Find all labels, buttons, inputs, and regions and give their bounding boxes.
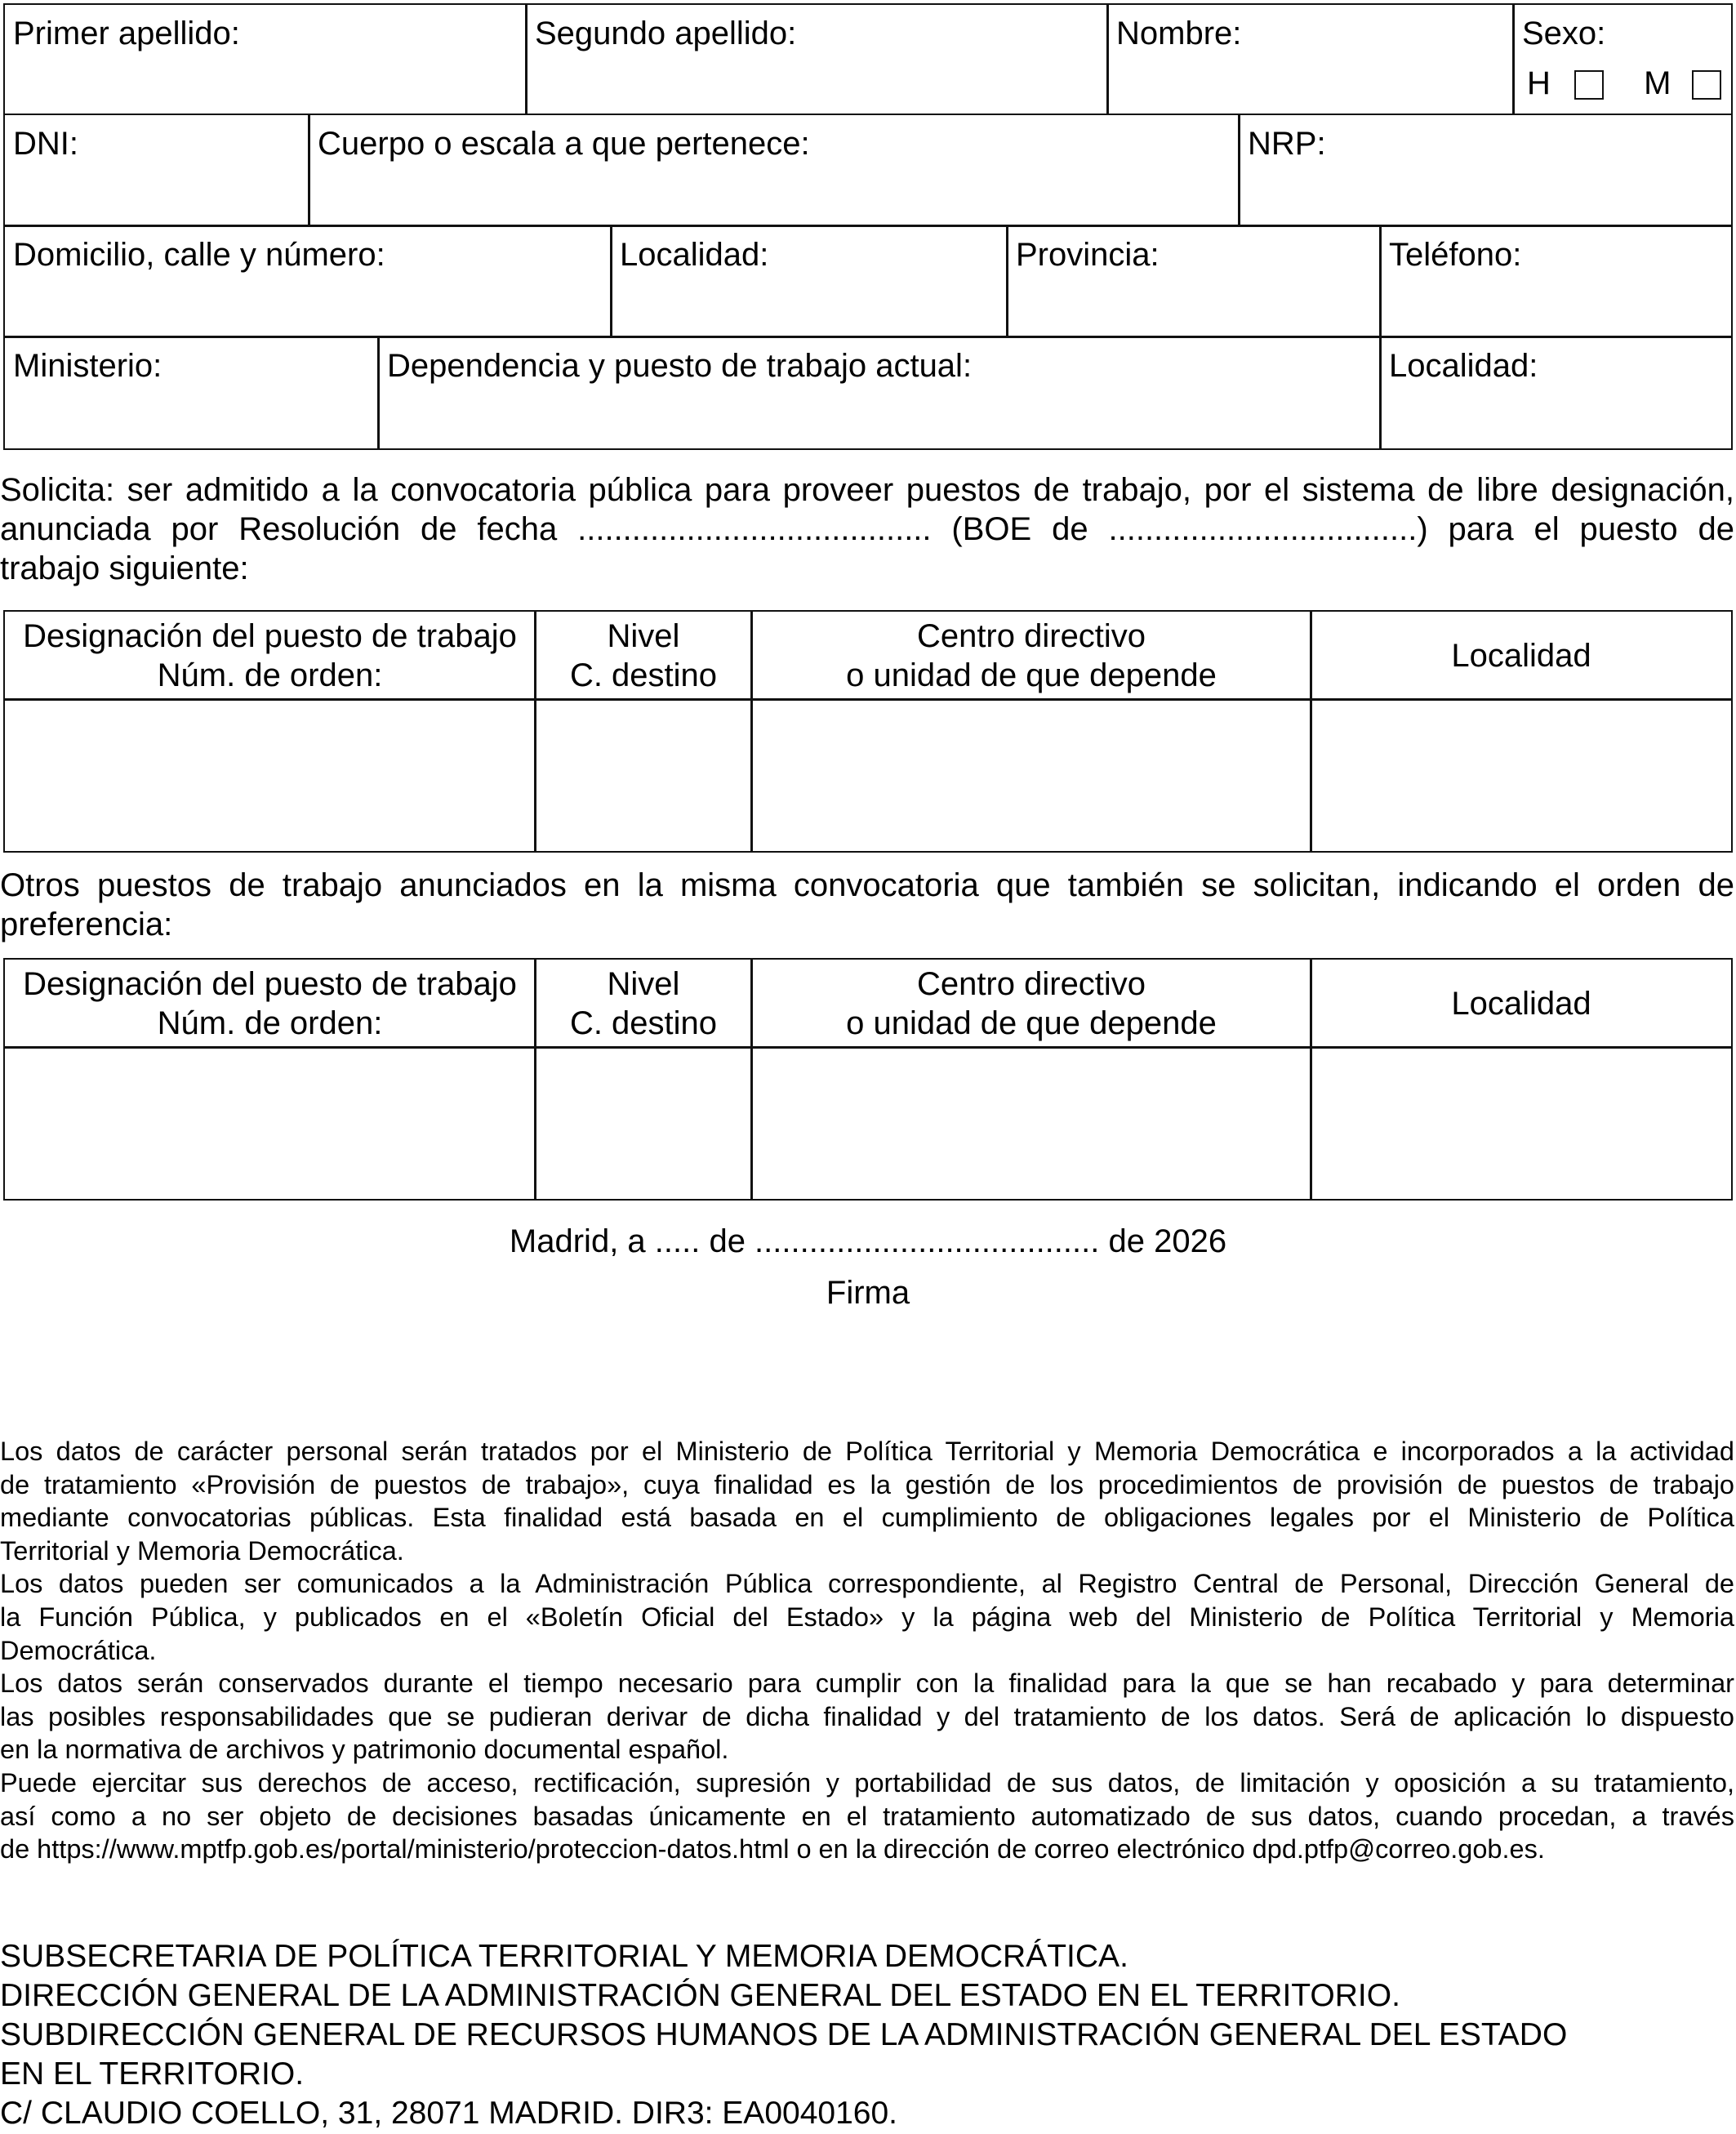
solicita-line-3: trabajo siguiente: xyxy=(0,550,249,586)
segundo-apellido-label: Segundo apellido: xyxy=(535,16,797,51)
header-designacion xyxy=(3,610,536,701)
header-nivel-line1: Nivel xyxy=(607,617,680,654)
localidad-input-cell-2[interactable] xyxy=(1310,1046,1733,1201)
ministerio-field[interactable] xyxy=(3,336,380,450)
nivel-input-cell[interactable] xyxy=(534,698,753,853)
centro-input-cell[interactable] xyxy=(750,698,1312,853)
domicilio-label: Domicilio, calle y número: xyxy=(13,237,385,273)
otros-paragraph xyxy=(0,866,1734,944)
firma-label: Firma xyxy=(826,1275,910,1311)
sexo-h-checkbox[interactable] xyxy=(1574,70,1604,100)
provincia-field[interactable] xyxy=(1006,225,1382,338)
privacy-line: Los datos serán conservados durante el tiempo necesario para cumplir con la finalidad para la que se han recabado y para determinar xyxy=(0,1668,1734,1699)
solicita-paragraph xyxy=(0,470,1734,588)
header-localidad-2-text: Localidad xyxy=(1451,985,1591,1022)
footer-line: C/ CLAUDIO COELLO, 31, 28071 MADRID. DIR3: EA0040160. xyxy=(0,2096,897,2131)
localidad-label: Localidad: xyxy=(620,237,769,273)
privacy-line: así como a no ser objeto de decisiones basadas únicamente en el tratamiento automatizado de sus datos, cuando procedan, a través xyxy=(0,1801,1734,1831)
privacy-line: Los datos pueden ser comunicados a la Administración Pública correspondiente, al Registro Central de Personal, Dirección General de xyxy=(0,1569,1734,1599)
footer-line: SUBSECRETARIA DE POLÍTICA TERRITORIAL Y MEMORIA DEMOCRÁTICA. xyxy=(0,1939,1128,1974)
sexo-m-label: M xyxy=(1644,65,1671,101)
cuerpo-escala-field[interactable] xyxy=(308,114,1240,227)
nivel-input-cell-2[interactable] xyxy=(534,1046,753,1201)
sexo-field xyxy=(1512,3,1733,115)
header-nivel-2 xyxy=(534,958,753,1049)
footer-line: SUBDIRECCIÓN GENERAL DE RECURSOS HUMANOS DE LA ADMINISTRACIÓN GENERAL DEL ESTADO xyxy=(0,2017,1568,2052)
nrp-field[interactable] xyxy=(1238,114,1733,227)
primer-apellido-label: Primer apellido: xyxy=(13,16,240,51)
localidad-trabajo-field[interactable] xyxy=(1379,336,1733,450)
localidad-input-cell[interactable] xyxy=(1310,698,1733,853)
privacy-line: Puede ejercitar sus derechos de acceso, rectificación, supresión y portabilidad de sus datos, de limitación y oposición a su tratamiento, xyxy=(0,1767,1734,1798)
privacy-line: mediante convocatorias públicas. Esta finalidad está basada en el cumplimiento de obligaciones legales por el Ministerio de Política xyxy=(0,1503,1734,1533)
designacion-input-cell[interactable] xyxy=(3,698,536,853)
telefono-field[interactable] xyxy=(1379,225,1733,338)
header-localidad xyxy=(1310,610,1733,701)
privacy-line: Democrática. xyxy=(0,1635,157,1665)
header-designacion-2 xyxy=(3,958,536,1049)
dependencia-label: Dependencia y puesto de trabajo actual: xyxy=(387,348,973,384)
header-centro-2-line1: Centro directivo xyxy=(916,965,1146,1002)
privacy-line: las posibles responsabilidades que se pudieran derivar de dicha finalidad y del tratamiento de los datos. Será de aplicación lo dispuesto xyxy=(0,1701,1734,1731)
sexo-options xyxy=(1527,65,1721,101)
header-nivel-2-line1: Nivel xyxy=(607,965,680,1002)
privacy-line: de https://www.mptfp.gob.es/portal/ministerio/proteccion-datos.html o en la dirección de correo electrónico dpd.ptfp@correo.gob.es. xyxy=(0,1834,1545,1864)
otros-line-1: Otros puestos de trabajo anunciados en la misma convocatoria que también se solicitan, indicando el orden de xyxy=(0,867,1734,903)
telefono-label: Teléfono: xyxy=(1389,237,1522,273)
cuerpo-escala-label: Cuerpo o escala a que pertenece: xyxy=(318,126,810,162)
primer-apellido-field[interactable] xyxy=(3,3,527,115)
nombre-label: Nombre: xyxy=(1116,16,1242,51)
solicita-line-2: anunciada por Resolución de fecha ....................................... (BOE de ..................................) para el puesto de xyxy=(0,511,1734,547)
header-centro-line2: o unidad de que depende xyxy=(846,657,1217,693)
sexo-h-label: H xyxy=(1527,65,1551,101)
header-nivel-2-line2: C. destino xyxy=(569,1005,718,1041)
dni-label: DNI: xyxy=(13,126,78,162)
localidad-trabajo-label: Localidad: xyxy=(1389,348,1538,384)
nombre-field[interactable] xyxy=(1106,3,1515,115)
footer-line: DIRECCIÓN GENERAL DE LA ADMINISTRACIÓN GENERAL DEL ESTADO EN EL TERRITORIO. xyxy=(0,1978,1400,2013)
header-centro-line1: Centro directivo xyxy=(916,617,1146,654)
header-designacion-line2: Núm. de orden: xyxy=(157,657,383,693)
privacy-line: Los datos de carácter personal serán tratados por el Ministerio de Política Territorial y Memoria Democrática e incorporados a la actividad xyxy=(0,1437,1734,1466)
segundo-apellido-field[interactable] xyxy=(525,3,1109,115)
sexo-label: Sexo: xyxy=(1522,16,1606,51)
nrp-label: NRP: xyxy=(1248,126,1326,162)
domicilio-field[interactable] xyxy=(3,225,612,338)
privacy-line: de tratamiento «Provisión de puestos de trabajo», cuya finalidad es la gestión de los procedimientos de provisión de puestos de trabajo xyxy=(0,1469,1734,1499)
footer-address xyxy=(0,1937,1567,2133)
privacy-line: en la normativa de archivos y patrimonio documental español. xyxy=(0,1735,729,1765)
header-centro xyxy=(750,610,1312,701)
privacy-notice xyxy=(0,1435,1734,1866)
header-localidad-text: Localidad xyxy=(1451,637,1591,674)
provincia-label: Provincia: xyxy=(1016,237,1160,273)
designacion-input-cell-2[interactable] xyxy=(3,1046,536,1201)
centro-input-cell-2[interactable] xyxy=(750,1046,1312,1201)
header-localidad-2 xyxy=(1310,958,1733,1049)
privacy-line: Territorial y Memoria Democrática. xyxy=(0,1535,404,1566)
otros-line-2: preferencia: xyxy=(0,907,173,942)
header-centro-2 xyxy=(750,958,1312,1049)
localidad-field[interactable] xyxy=(610,225,1008,338)
date-line: Madrid, a ..... de ...................................... de 2026 xyxy=(509,1223,1227,1259)
header-designacion-line1: Designación del puesto de trabajo xyxy=(23,617,517,654)
header-nivel-line2: C. destino xyxy=(569,657,718,693)
dni-field[interactable] xyxy=(3,114,310,227)
header-nivel xyxy=(534,610,753,701)
solicita-line-1: Solicita: ser admitido a la convocatoria pública para proveer puestos de trabajo, por el sistema de libre designación, xyxy=(0,472,1734,508)
header-designacion-2-line2: Núm. de orden: xyxy=(157,1005,383,1041)
header-designacion-2-line1: Designación del puesto de trabajo xyxy=(23,965,517,1002)
sexo-m-checkbox[interactable] xyxy=(1692,70,1721,100)
header-centro-2-line2: o unidad de que depende xyxy=(846,1005,1217,1041)
footer-line: EN EL TERRITORIO. xyxy=(0,2056,305,2092)
ministerio-label: Ministerio: xyxy=(13,348,162,384)
dependencia-field[interactable] xyxy=(377,336,1382,450)
privacy-line: la Función Pública, y publicados en el «Boletín Oficial del Estado» y la página web del Ministerio de Política Territorial y Memoria xyxy=(0,1602,1734,1632)
